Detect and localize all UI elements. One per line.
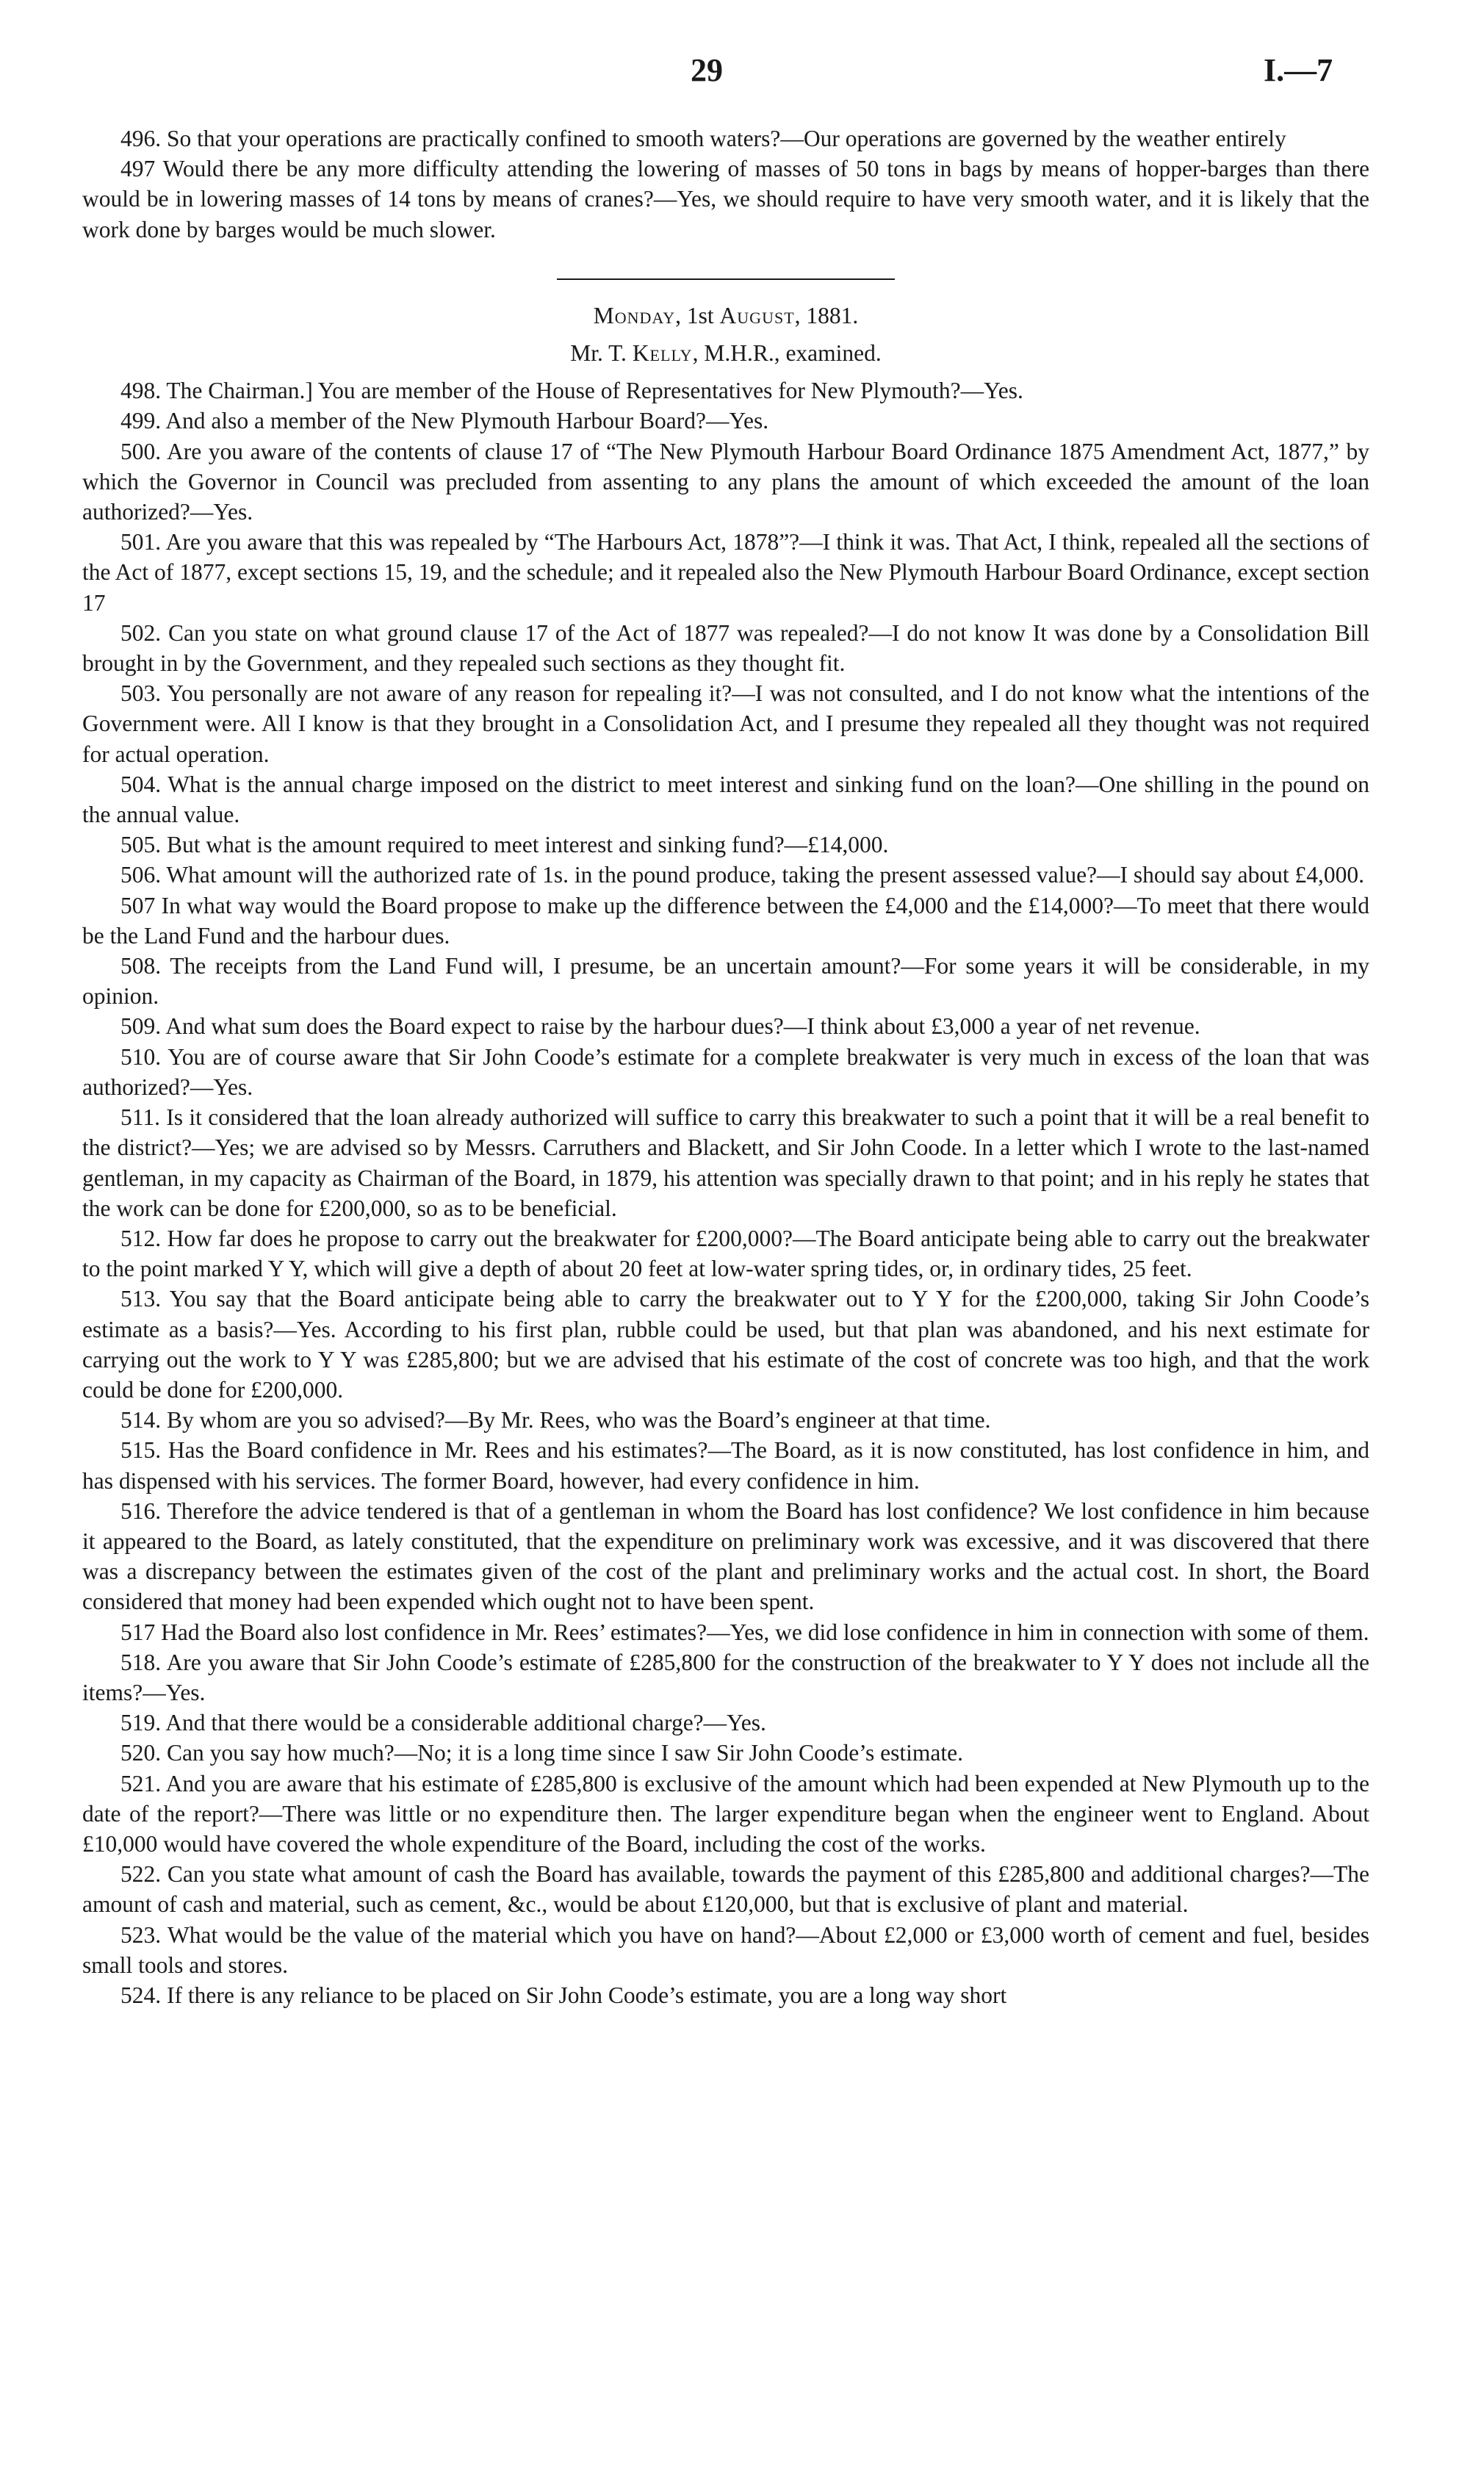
paragraph-520: 520. Can you say how much?—No; it is a long time since I saw Sir John Coode’s estimate.	[120, 1740, 963, 1766]
date-year: , 1881.	[794, 302, 859, 328]
session-date	[82, 301, 1369, 331]
paragraph-500: 500. Are you aware of the contents of clause 17 of “The New Plymouth Harbour Board Ordinance 1875 Amendment Act, 1877,” by which the Governor in Council was precluded from assenting to any plans the amount of which exceeded the amount of the loan authorized?—Yes.	[82, 438, 1369, 525]
paragraph-497: 497 Would there be any more difficulty attending the lowering of masses of 50 tons in bags by means of hopper-barges than there would be in lowering masses of 14 tons by means of cranes?—Yes, we should require to have very smooth water, and it is likely that the work done by barges would be much slower.	[82, 156, 1369, 242]
witness-prefix: Mr. T.	[570, 340, 633, 367]
witness-heading	[82, 338, 1369, 368]
paragraph-505: 505. But what is the amount required to meet interest and sinking fund?—£14,000.	[120, 832, 889, 858]
paragraph-515: 515. Has the Board confidence in Mr. Rees and his estimates?—The Board, as it is now constituted, has lost confidence in him, and has dispensed with his services. The former Board, however, had every confidence in him.	[82, 1437, 1369, 1494]
paragraph-501: 501. Are you aware that this was repealed by “The Harbours Act, 1878”?—I think it was. That Act, I think, repealed all the sections of the Act of 1877, except sections 15, 19, and the schedule; and it repealed also the New Plymouth Harbour Board Ordinance, except section 17	[82, 529, 1369, 616]
paragraph-506: 506. What amount will the authorized rate of 1s. in the pound produce, taking the present assessed value?—I should say about £4,000.	[120, 862, 1365, 888]
paragraph-516: 516. Therefore the advice tendered is that of a gentleman in whom the Board has lost confidence? We lost confidence in him because it appeared to the Board, as lately constituted, that the expenditure on preliminary work was excessive, and it was discovered that there was a discrepancy between the estimates given of the cost of the plant and preliminary works and the actual cost. In short, the Board considered that money had been expended which ought not to have been spent.	[82, 1497, 1369, 1615]
section-divider	[557, 278, 895, 280]
paragraph-519: 519. And that there would be a considerable additional charge?—Yes.	[120, 1710, 766, 1736]
paragraph-517: 517 Had the Board also lost confidence in Mr. Rees’ estimates?—Yes, we did lose confidence in him in connection with some of them.	[120, 1619, 1369, 1645]
paragraph-503: 503. You personally are not aware of any reason for repealing it?—I was not consulted, and I do not know what the intentions of the Government were. All I know is that they brought in a Consolidation Act, and I presume they repealed all they thought was not required for actual operation.	[82, 680, 1369, 767]
paragraph-508: 508. The receipts from the Land Fund will, I presume, be an uncertain amount?—For some years it will be considerable, in my opinion.	[82, 953, 1369, 1010]
paragraph-522: 522. Can you state what amount of cash the Board has available, towards the payment of this £285,800 and additional charges?—The amount of cash and material, such as cement, &c., would be about £120,000, but that is exclusive of plant and material.	[82, 1861, 1369, 1918]
paragraph-524: 524. If there is any reliance to be placed on Sir John Coode’s estimate, you are a long way short	[120, 1982, 1007, 2008]
paragraph-504: 504. What is the annual charge imposed on the district to meet interest and sinking fund on the loan?—One shilling in the pound on the annual value.	[82, 771, 1369, 828]
paragraph-496: 496. So that your operations are practically confined to smooth waters?—Our operations are governed by the weather entirely	[120, 126, 1286, 151]
paragraph-502: 502. Can you state on what ground clause 17 of the Act of 1877 was repealed?—I do not know It was done by a Consolidation Bill brought in by the Government, and they repealed such sections as they thought fit.	[82, 619, 1369, 677]
date-rest: , 1st	[675, 302, 720, 328]
paragraph-511: 511. Is it considered that the loan already authorized will suffice to carry this breakwater to such a point that it will be a real benefit to the district?—Yes; we are advised so by Messrs. Carruthers and Blackett, and Sir John Coode. In a letter which I wrote to the last-named gentleman, in my capacity as Chairman of the Board, in 1879, his attention was specially drawn to that point; and in his reply he states that the work can be done for £200,000, so as to be beneficial.	[82, 1104, 1369, 1221]
witness-suffix: , M.H.R., examined.	[692, 340, 882, 367]
paragraph-521: 521. And you are aware that his estimate of £285,800 is exclusive of the amount which had been expended at New Plymouth up to the date of the report?—There was little or no expenditure then. The larger expenditure began when the engineer went to England. About £10,000 would have covered the whole expenditure of the Board, including the cost of the works.	[82, 1770, 1369, 1857]
page-number: 29	[691, 52, 723, 88]
paragraph-518: 518. Are you aware that Sir John Coode’s estimate of £285,800 for the construction of the breakwater to Y Y does not include all the items?—Yes.	[82, 1649, 1369, 1705]
page-body	[82, 123, 1369, 2010]
paragraph-513: 513. You say that the Board anticipate being able to carry the breakwater out to Y Y for the £200,000, taking Sir John Coode’s estimate as a basis?—Yes. According to his first plan, rubble could be used, but that plan was abandoned, and his next estimate for carrying out the work to Y Y was £285,800; but we are advised that his estimate of the cost of concrete was too high, and that the work could be done for £200,000.	[82, 1286, 1369, 1403]
witness-name: Kelly	[632, 340, 693, 367]
paragraph-509: 509. And what sum does the Board expect to raise by the harbour dues?—I think about £3,000 a year of net revenue.	[120, 1013, 1200, 1040]
paragraph-499: 499. And also a member of the New Plymouth Harbour Board?—Yes.	[120, 408, 769, 434]
date-month: August	[719, 302, 795, 328]
paragraph-507: 507 In what way would the Board propose to make up the difference between the £4,000 and the £14,000?—To meet that there would be the Land Fund and the harbour dues.	[82, 892, 1369, 949]
paragraph-498: 498. The Chairman.] You are member of the House of Representatives for New Plymouth?—Yes.	[120, 378, 1023, 404]
paragraph-514: 514. By whom are you so advised?—By Mr. Rees, who was the Board’s engineer at that time.	[120, 1407, 991, 1434]
paragraph-512: 512. How far does he propose to carry out the breakwater for £200,000?—The Board anticipate being able to carry out the breakwater to the point marked Y Y, which will give a depth of about 20 feet at low-water spring tides, or, in ordinary tides, 25 feet.	[82, 1225, 1369, 1282]
date-day: Monday	[593, 302, 676, 328]
paragraph-523: 523. What would be the value of the material which you have on hand?—About £2,000 or £3,000 worth of cement and fuel, besides small tools and stores.	[82, 1921, 1369, 1978]
paragraph-510: 510. You are of course aware that Sir John Coode’s estimate for a complete breakwater is very much in excess of the loan that was authorized?—Yes.	[82, 1043, 1369, 1100]
document-reference: I.—7	[1264, 52, 1333, 88]
